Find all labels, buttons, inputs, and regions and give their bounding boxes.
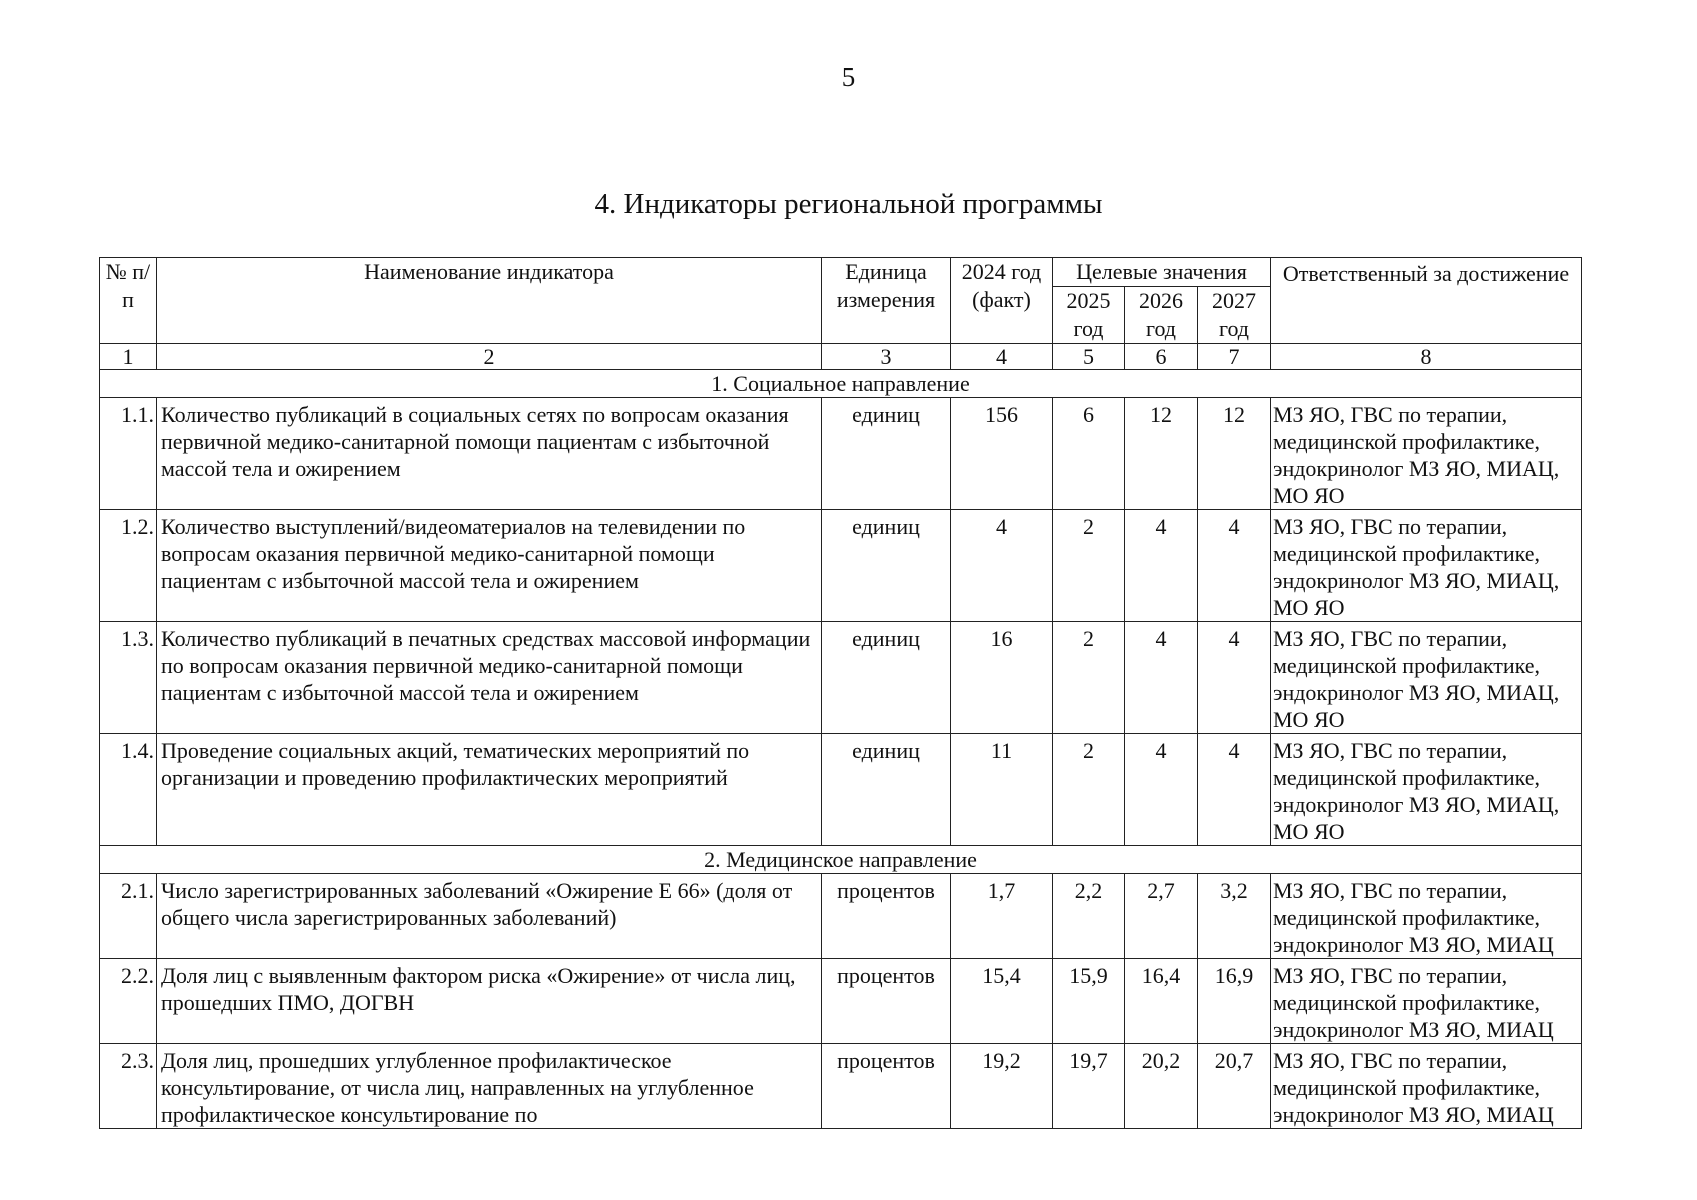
target-2025: 15,9 — [1053, 959, 1125, 1044]
header-row — [100, 258, 1582, 287]
indicators-table — [99, 257, 1582, 1129]
column-number: 3 — [822, 344, 951, 370]
table-row — [100, 510, 1582, 622]
target-2027: 4 — [1198, 622, 1271, 734]
row-number: 2.3. — [100, 1044, 157, 1129]
target-2027: 20,7 — [1198, 1044, 1271, 1129]
responsible: МЗ ЯО, ГВС по терапии, медицинской профилактике, эндокринолог МЗ ЯО, МИАЦ — [1271, 1044, 1582, 1129]
row-number: 1.2. — [100, 510, 157, 622]
header-name: Наименование индикатора — [157, 258, 822, 344]
fact-2024: 19,2 — [951, 1044, 1053, 1129]
group-title: 2. Медицинское направление — [100, 846, 1582, 874]
target-2025: 6 — [1053, 398, 1125, 510]
responsible: МЗ ЯО, ГВС по терапии, медицинской профилактике, эндокринолог МЗ ЯО, МИАЦ — [1271, 874, 1582, 959]
fact-2024: 11 — [951, 734, 1053, 846]
unit: процентов — [822, 874, 951, 959]
column-number: 2 — [157, 344, 822, 370]
group-row — [100, 846, 1582, 874]
row-number: 1.3. — [100, 622, 157, 734]
target-2026: 4 — [1125, 622, 1198, 734]
indicator-name: Доля лиц с выявленным фактором риска «Ожирение» от числа лиц, прошедших ПМО, ДОГВН — [157, 959, 822, 1044]
indicator-name: Количество публикаций в социальных сетях по вопросам оказания первичной медико-санитарной помощи пациентам с избыточной массой тела и ожирением — [157, 398, 822, 510]
fact-2024: 1,7 — [951, 874, 1053, 959]
column-number: 6 — [1125, 344, 1198, 370]
header-responsible: Ответственный за достижение — [1271, 258, 1582, 344]
table-row — [100, 734, 1582, 846]
target-2025: 2 — [1053, 510, 1125, 622]
target-2027: 3,2 — [1198, 874, 1271, 959]
row-number: 1.1. — [100, 398, 157, 510]
responsible: МЗ ЯО, ГВС по терапии, медицинской профилактике, эндокринолог МЗ ЯО, МИАЦ, МО ЯО — [1271, 398, 1582, 510]
column-number: 5 — [1053, 344, 1125, 370]
responsible: МЗ ЯО, ГВС по терапии, медицинской профилактике, эндокринолог МЗ ЯО, МИАЦ — [1271, 959, 1582, 1044]
unit: единиц — [822, 510, 951, 622]
row-number: 2.2. — [100, 959, 157, 1044]
fact-2024: 15,4 — [951, 959, 1053, 1044]
unit: единиц — [822, 398, 951, 510]
target-2026: 4 — [1125, 734, 1198, 846]
target-2027: 4 — [1198, 510, 1271, 622]
target-2026: 12 — [1125, 398, 1198, 510]
target-2027: 4 — [1198, 734, 1271, 846]
column-number: 4 — [951, 344, 1053, 370]
target-2025: 2 — [1053, 622, 1125, 734]
indicator-name: Доля лиц, прошедших углубленное профилактическое консультирование, от числа лиц, направленных на углубленное профилактическое консультирование по — [157, 1044, 822, 1129]
fact-2024: 156 — [951, 398, 1053, 510]
indicator-name: Проведение социальных акций, тематических мероприятий по организации и проведению профилактических мероприятий — [157, 734, 822, 846]
header-year-2025: 2025 год — [1053, 287, 1125, 344]
table-row — [100, 398, 1582, 510]
column-number: 8 — [1271, 344, 1582, 370]
responsible: МЗ ЯО, ГВС по терапии, медицинской профилактике, эндокринолог МЗ ЯО, МИАЦ, МО ЯО — [1271, 734, 1582, 846]
column-number: 1 — [100, 344, 157, 370]
indicator-name: Количество публикаций в печатных средствах массовой информации по вопросам оказания первичной медико-санитарной помощи пациентам с избыточной массой тела и ожирением — [157, 622, 822, 734]
column-number-row — [100, 344, 1582, 370]
table-row — [100, 622, 1582, 734]
row-number: 1.4. — [100, 734, 157, 846]
responsible: МЗ ЯО, ГВС по терапии, медицинской профилактике, эндокринолог МЗ ЯО, МИАЦ, МО ЯО — [1271, 510, 1582, 622]
target-2026: 20,2 — [1125, 1044, 1198, 1129]
group-title: 1. Социальное направление — [100, 370, 1582, 398]
section-title: 4. Индикаторы региональной программы — [594, 188, 1103, 220]
page-number: 5 — [841, 62, 856, 92]
table-row — [100, 1044, 1582, 1129]
unit: процентов — [822, 1044, 951, 1129]
table-row — [100, 874, 1582, 959]
target-2025: 2 — [1053, 734, 1125, 846]
header-fact: 2024 год (факт) — [951, 258, 1053, 344]
group-row — [100, 370, 1582, 398]
unit: единиц — [822, 734, 951, 846]
header-no: № п/п — [100, 258, 157, 344]
target-2026: 16,4 — [1125, 959, 1198, 1044]
header-unit: Единица измерения — [822, 258, 951, 344]
fact-2024: 16 — [951, 622, 1053, 734]
target-2027: 12 — [1198, 398, 1271, 510]
indicators-table-wrap — [99, 257, 1581, 1129]
header-year-2027: 2027 год — [1198, 287, 1271, 344]
row-number: 2.1. — [100, 874, 157, 959]
fact-2024: 4 — [951, 510, 1053, 622]
table-row — [100, 959, 1582, 1044]
header-target: Целевые значения — [1053, 258, 1271, 287]
target-2025: 2,2 — [1053, 874, 1125, 959]
target-2026: 4 — [1125, 510, 1198, 622]
target-2025: 19,7 — [1053, 1044, 1125, 1129]
header-year-2026: 2026 год — [1125, 287, 1198, 344]
target-2026: 2,7 — [1125, 874, 1198, 959]
indicator-name: Число зарегистрированных заболеваний «Ожирение E 66» (доля от общего числа зарегистрированных заболеваний) — [157, 874, 822, 959]
unit: единиц — [822, 622, 951, 734]
target-2027: 16,9 — [1198, 959, 1271, 1044]
unit: процентов — [822, 959, 951, 1044]
responsible: МЗ ЯО, ГВС по терапии, медицинской профилактике, эндокринолог МЗ ЯО, МИАЦ, МО ЯО — [1271, 622, 1582, 734]
indicator-name: Количество выступлений/видеоматериалов на телевидении по вопросам оказания первичной медико-санитарной помощи пациентам с избыточной массой тела и ожирением — [157, 510, 822, 622]
column-number: 7 — [1198, 344, 1271, 370]
